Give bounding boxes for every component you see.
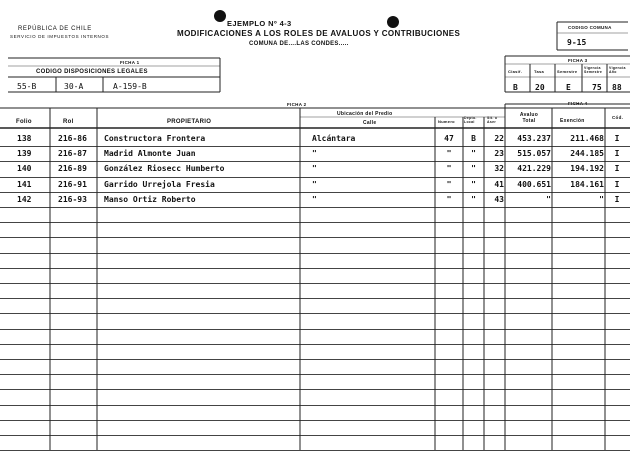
cell-propietario: Madrid Almonte Juan [104,149,196,159]
cell-folio: 140 [17,164,32,174]
cell-folio: 142 [17,194,32,204]
cell-folio: 141 [17,179,32,189]
cell-sit: 43 [494,194,504,204]
row-rule [0,146,630,147]
cell-calle: " [312,164,317,174]
row-rule [0,192,630,193]
ficha1-heading: CODIGO DISPOSICIONES LEGALES [36,69,148,75]
row-rule [0,161,630,162]
cell-depto: " [471,164,476,174]
col-rol: Rol [63,119,74,125]
row-rule [0,237,630,238]
col-propietario: PROPIETARIO [167,119,212,125]
codigo-comuna-label: CODIGO COMUNA [568,25,612,30]
col-depto: Depto. Local [464,116,477,124]
cell-calle: Alcántara [312,134,356,143]
cell-depto: " [471,179,476,189]
punch-hole-right [387,16,399,28]
cell-calle: " [312,149,317,159]
cell-exencion: " [599,194,604,204]
col-avaluo: Avaluo Total [519,112,539,124]
row-rule [0,374,630,375]
ficha3-value-clasif: B [513,83,518,92]
ficha3-col-clasif: Clasif. [508,69,523,74]
col-calle: Calle [363,120,377,126]
cell-avaluo: 400.651 [517,179,551,189]
cell-exencion: 194.192 [570,164,604,174]
cell-propietario: Constructora Frontera [104,134,206,143]
ficha3-label: FICHA 3 [568,58,588,63]
republic-label: REPÚBLICA DE CHILE [18,26,92,32]
row-rule [0,313,630,314]
ficha1-value-2: 30-A [64,82,84,91]
example-label: EJEMPLO Nº 4-3 [227,19,292,28]
row-rule [0,420,630,421]
cell-avaluo: 515.057 [517,149,551,159]
row-rule [0,177,630,178]
cell-rol: 216-89 [58,164,87,174]
cell-propietario: Garrido Urrejola Fresia [104,179,215,189]
cell-numero: " [446,179,452,189]
row-rule [0,344,630,345]
row-rule [0,207,630,208]
cell-sit: 41 [494,179,504,189]
ficha2-label: FICHA 2 [287,102,307,107]
col-numero: Numero [438,119,455,124]
cell-depto: " [471,149,476,159]
cell-avaluo: 453.237 [517,134,551,143]
cell-calle: " [312,179,317,189]
cell-rol: 216-93 [58,194,87,204]
cell-calle: " [312,194,317,204]
punch-hole-left [214,10,226,22]
ficha3-value-semestre: E [566,83,571,92]
cell-rol: 216-87 [58,149,87,159]
cell-propietario: González Riosecc Humberto [104,164,225,174]
service-label: SERVICIO DE IMPUESTOS INTERNOS [10,34,110,39]
col-exencion: Exención [560,118,585,124]
row-rule [0,405,630,406]
cell-sit: 23 [494,149,504,159]
row-rule [0,435,630,436]
ficha3-col-tasa: Tasa [534,69,545,74]
cell-depto: B [471,134,476,143]
cell-numero: " [446,149,452,159]
row-rule [0,450,630,451]
cell-avaluo: " [546,194,551,204]
cell-propietario: Manso Ortiz Roberto [104,194,196,204]
cell-exencion: 211.468 [570,134,604,143]
cell-exencion: 244.185 [570,149,604,159]
cell-cod: I [614,179,620,189]
row-rule [0,283,630,284]
cell-rol: 216-86 [58,134,87,143]
ficha3-col-vig-ano: Vigencia Año [609,66,626,74]
cell-cod: I [614,149,620,159]
ficha3-value-tasa: 20 [535,83,545,92]
ficha1-value-3: A-159-B [113,82,147,91]
ficha1-label: FICHA 1 [120,60,140,65]
ficha3-value-vig-ano: 88 [612,83,622,92]
cell-depto: " [471,194,476,204]
cell-cod: I [614,134,620,143]
col-folio: Folio [16,119,32,125]
cell-avaluo: 421.229 [517,164,551,174]
ficha3-col-semestre: Semestre [557,69,578,74]
cell-exencion: 184.161 [570,179,604,189]
page-title: MODIFICACIONES A LOS ROLES DE AVALUOS Y CONTRIBUCIONES [177,29,461,38]
col-cod: Cód. [612,115,624,120]
col-sit: Sit. o Aser [487,116,498,124]
col-ubicacion: Ubicación del Predio [337,111,393,117]
ficha3-value-vig-sem: 75 [592,83,602,92]
row-rule [0,298,630,299]
ficha4-label: FICHA 4 [568,101,588,106]
comuna-label: COMUNA DE....LAS CONDES..... [249,41,349,47]
row-rule [0,222,630,223]
cell-cod: I [614,164,620,174]
row-rule [0,329,630,330]
row-rule [0,253,630,254]
cell-folio: 138 [17,134,32,143]
codigo-comuna-value: 9-15 [567,38,587,47]
row-rule [0,389,630,390]
cell-sit: 22 [494,134,504,143]
ficha3-col-vig-sem: Vigencia Semestre [584,66,603,74]
cell-sit: 32 [494,164,504,174]
cell-numero: " [446,164,452,174]
row-rule [0,359,630,360]
cell-numero: " [446,194,452,204]
row-rule [0,268,630,269]
cell-folio: 139 [17,149,32,159]
cell-cod: I [614,194,620,204]
cell-rol: 216-91 [58,179,87,189]
ficha1-value-1: 55-B [17,82,37,91]
cell-numero: 47 [444,134,454,143]
